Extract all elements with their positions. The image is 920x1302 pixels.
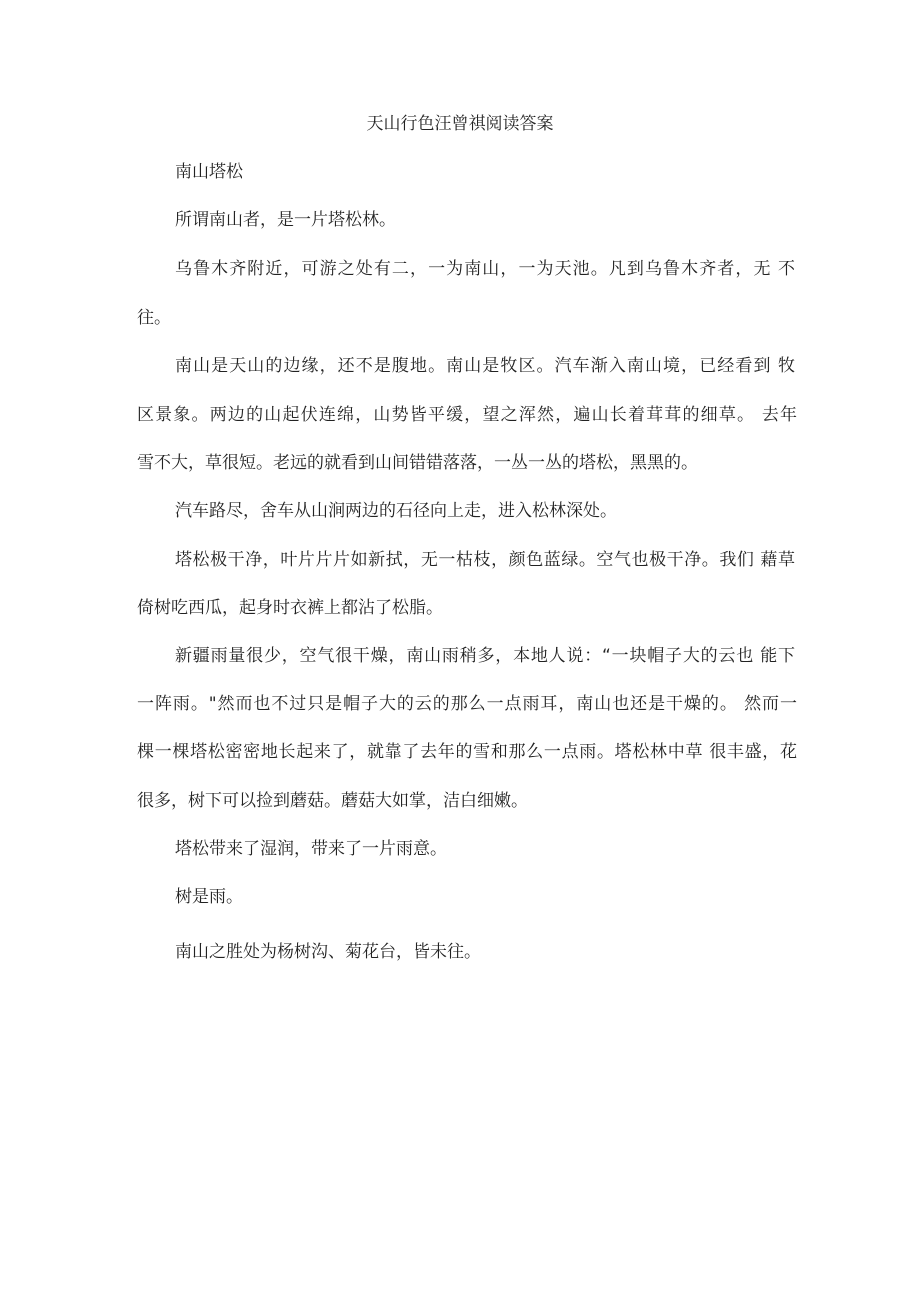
paragraph-line: 南山之胜处为杨树沟、菊花台，皆未往。 [175, 942, 481, 962]
paragraph-line: 倚树吃西瓜，起身时衣裤上都沾了松脂。 [137, 598, 443, 618]
paragraph-line: 汽车路尽，舍车从山涧两边的石径向上走，进入松林深处。 [175, 501, 617, 521]
paragraph-line: 棵一棵塔松密密地长起来了，就靠了去年的雪和那么一点雨。塔松林中草 很丰盛，花 [137, 742, 797, 762]
paragraph-line: 雪不大，草很短。老远的就看到山间错错落落，一丛一丛的塔松，黑黑的。 [137, 453, 698, 473]
paragraph-line: 一阵雨。"然而也不过只是帽子大的云的那么一点雨耳，南山也还是干燥的。 然而一 [137, 694, 797, 714]
paragraph-line: 塔松带来了湿润，带来了一片雨意。 [175, 839, 447, 859]
paragraph-line: 塔松极干净，叶片片片如新拭，无一枯枝，颜色蓝绿。空气也极干净。我们 藉草 [175, 550, 795, 570]
paragraph-line: 乌鲁木齐附近，可游之处有二，一为南山，一为天池。凡到乌鲁木齐者，无 不 [175, 259, 795, 279]
document-title: 天山行色汪曾祺阅读答案 [366, 114, 554, 134]
paragraph-line: 区景象。两边的山起伏连绵，山势皆平缓，望之浑然，遍山长着茸茸的细草。 去年 [137, 405, 797, 425]
paragraph-line: 所谓南山者，是一片塔松林。 [175, 210, 396, 230]
paragraph-line: 树是雨。 [175, 887, 243, 907]
paragraph-line: 新疆雨量很少，空气很干燥，南山雨稍多，本地人说：“一块帽子大的云也 能下 [175, 646, 795, 666]
paragraph-line: 往。 [137, 308, 171, 328]
section-heading: 南山塔松 [175, 162, 243, 182]
paragraph-line: 南山是天山的边缘，还不是腹地。南山是牧区。汽车渐入南山境，已经看到 牧 [175, 356, 795, 376]
paragraph-line: 很多，树下可以捡到蘑菇。蘑菇大如掌，洁白细嫩。 [137, 791, 528, 811]
